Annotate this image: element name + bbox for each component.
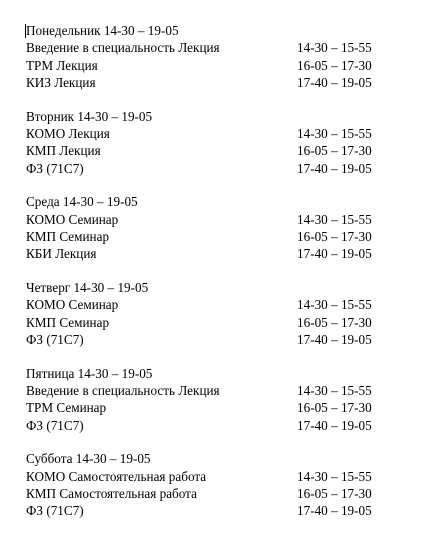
lesson-time: 17-40 – 19-05 <box>297 246 372 262</box>
lesson-time: 17-40 – 19-05 <box>297 74 372 90</box>
lesson-time: 14-30 – 15-55 <box>297 125 372 141</box>
lesson-row <box>26 245 426 262</box>
lesson-subject: ФЗ (71С7) <box>26 331 84 347</box>
lesson-time: 16-05 – 17-30 <box>297 486 372 502</box>
lesson-subject: КОМО Лекция <box>26 125 110 141</box>
lesson-time: 17-40 – 19-05 <box>297 160 372 176</box>
lesson-subject: ТРМ Лекция <box>26 57 98 73</box>
day-heading <box>26 22 426 39</box>
day-heading <box>26 193 426 210</box>
day-heading-text: Среда 14-30 – 19-05 <box>26 194 138 210</box>
lesson-row <box>26 39 426 56</box>
lesson-time: 17-40 – 19-05 <box>297 503 372 519</box>
lesson-time: 17-40 – 19-05 <box>297 417 372 433</box>
lesson-subject: КМП Самостоятельная работа <box>26 486 197 502</box>
lesson-subject: ФЗ (71С7) <box>26 160 84 176</box>
lesson-time: 16-05 – 17-30 <box>297 400 372 416</box>
lesson-time: 16-05 – 17-30 <box>297 314 372 330</box>
lesson-subject: КМП Семинар <box>26 314 110 330</box>
lesson-subject: КОМО Семинар <box>26 297 119 313</box>
day-heading <box>26 279 426 296</box>
day-wednesday <box>26 193 426 262</box>
lesson-time: 14-30 – 15-55 <box>297 40 372 56</box>
lesson-time: 14-30 – 15-55 <box>297 383 372 399</box>
lesson-row <box>26 331 426 348</box>
lesson-row <box>26 502 426 519</box>
lesson-time: 16-05 – 17-30 <box>297 143 372 159</box>
lesson-time: 16-05 – 17-30 <box>297 57 372 73</box>
lesson-row <box>26 211 426 228</box>
day-heading-text: Понедельник 14-30 – 19-05 <box>26 23 179 38</box>
lesson-subject: ФЗ (71С7) <box>26 503 84 519</box>
lesson-row <box>26 314 426 331</box>
lesson-row <box>26 417 426 434</box>
lesson-row <box>26 228 426 245</box>
lesson-row <box>26 74 426 91</box>
lesson-time: 14-30 – 15-55 <box>297 468 372 484</box>
lesson-row <box>26 485 426 502</box>
lesson-subject: Введение в специальность Лекция <box>26 40 220 56</box>
lesson-subject: ТРМ Семинар <box>26 400 107 416</box>
day-heading <box>26 365 426 382</box>
lesson-subject: КОМО Самостоятельная работа <box>26 468 207 484</box>
lesson-time: 17-40 – 19-05 <box>297 331 372 347</box>
lesson-subject: ФЗ (71С7) <box>26 417 84 433</box>
lesson-time: 16-05 – 17-30 <box>297 228 372 244</box>
lesson-row <box>26 57 426 74</box>
lesson-time: 14-30 – 15-55 <box>297 211 372 227</box>
day-heading-text: Пятница 14-30 – 19-05 <box>26 365 153 381</box>
day-heading-text: Вторник 14-30 – 19-05 <box>26 108 153 124</box>
lesson-subject: Введение в специальность Лекция <box>26 383 220 399</box>
lesson-subject: КМП Лекция <box>26 143 101 159</box>
day-thursday <box>26 279 426 348</box>
day-saturday <box>26 450 426 519</box>
day-heading-text: Четверг 14-30 – 19-05 <box>26 280 149 296</box>
lesson-row <box>26 468 426 485</box>
lesson-subject: КИЗ Лекция <box>26 74 96 90</box>
lesson-subject: КБИ Лекция <box>26 246 97 262</box>
lesson-row <box>26 160 426 177</box>
day-monday <box>26 22 426 91</box>
schedule <box>26 22 426 536</box>
lesson-subject: КМП Семинар <box>26 228 110 244</box>
lesson-row <box>26 142 426 159</box>
lesson-row <box>26 296 426 313</box>
lesson-row <box>26 382 426 399</box>
lesson-time: 14-30 – 15-55 <box>297 297 372 313</box>
lesson-row <box>26 125 426 142</box>
day-heading <box>26 450 426 467</box>
day-heading <box>26 108 426 125</box>
day-tuesday <box>26 108 426 177</box>
lesson-subject: КОМО Семинар <box>26 211 119 227</box>
day-heading-text: Суббота 14-30 – 19-05 <box>26 451 151 467</box>
lesson-row <box>26 399 426 416</box>
day-friday <box>26 365 426 434</box>
